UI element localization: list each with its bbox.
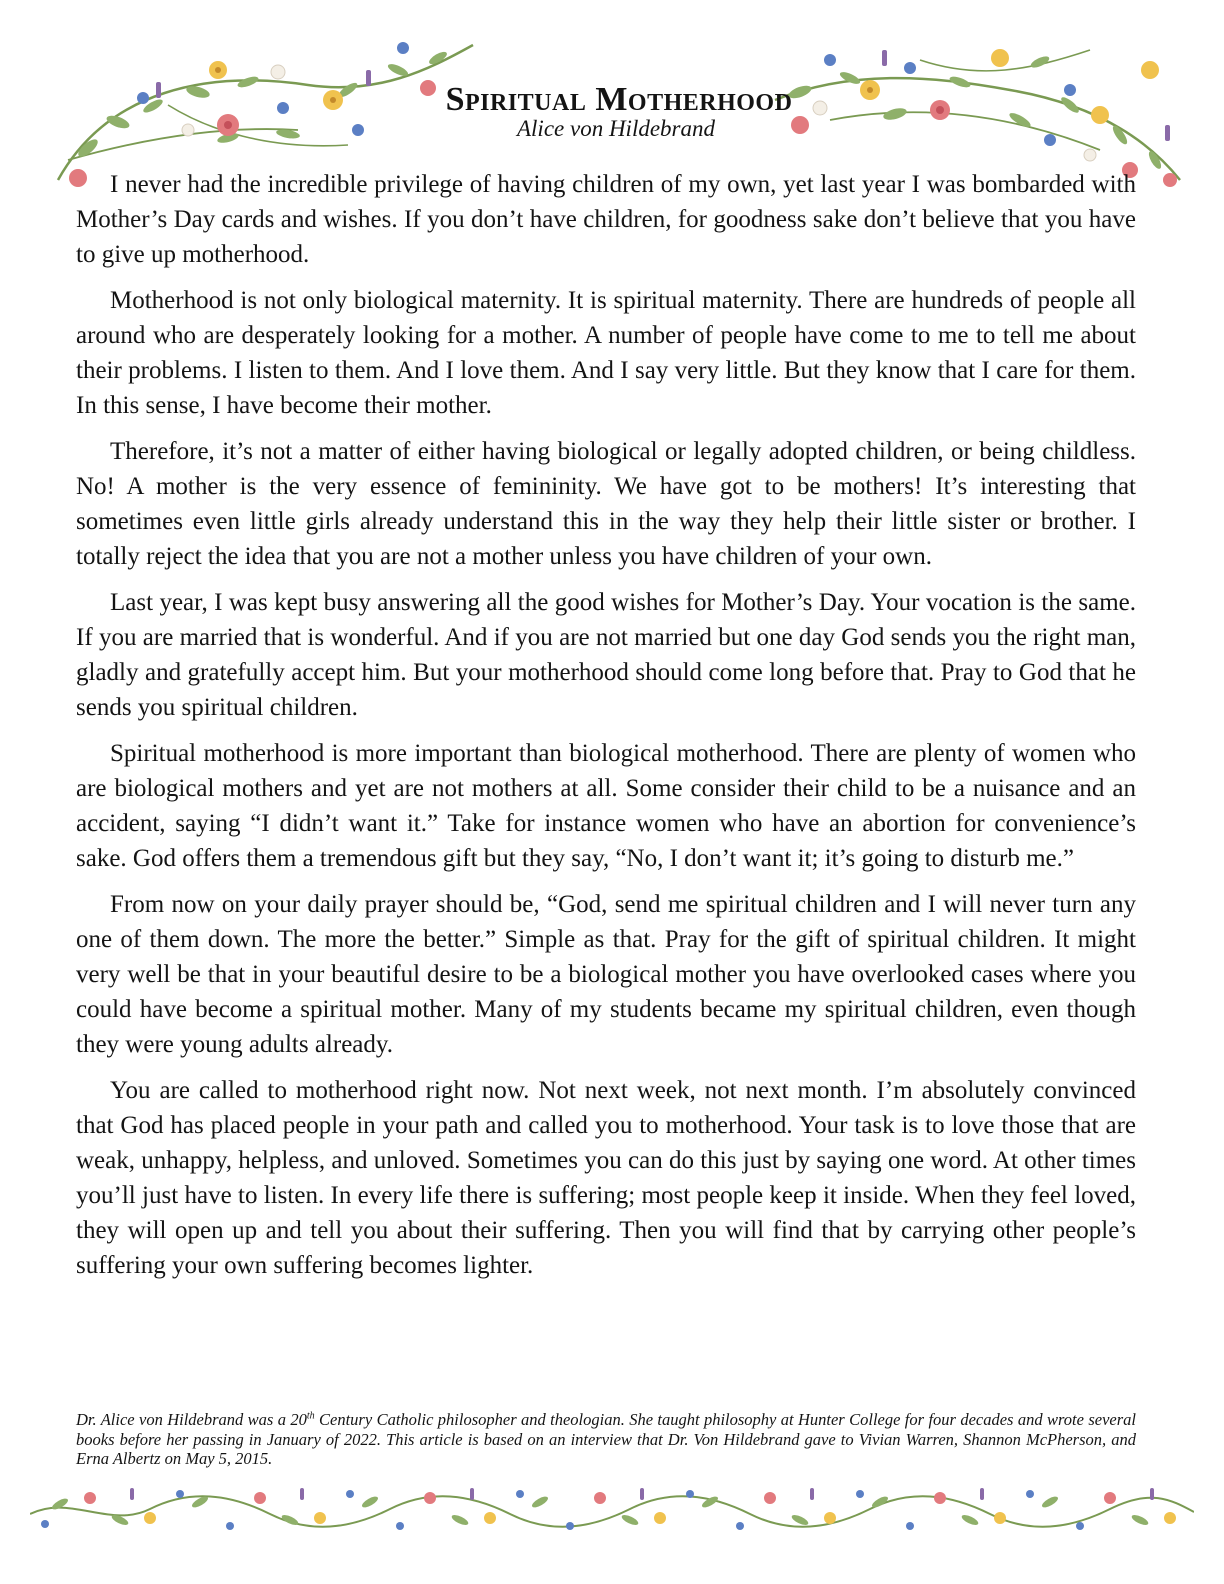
footnote-text: Century Catholic philosopher and theologian. She taught philosophy at Hunter College for four decades and wrote several books before her passing in January of 2022. This article is based on an interview that Dr. Von Hildebrand gave to Vivian Warren, Shannon McPherson, and Erna Albertz on May 5, 2015. [76,1410,1136,1468]
page-title: Spiritual Motherhood [445,81,793,118]
flower-yellow [209,61,227,79]
footnote-text: Dr. Alice von Hildebrand was a 20 [76,1410,307,1429]
article-paragraph: Therefore, it’s not a matter of either having biological or legally adopted children, or being childless. No! A mother is the very essence of femininity. We have got to be mothers! It’s interesting that sometimes even little girls already understand this in the way they help their little sister or brother. I totally reject the idea that you are not a mother unless you have children of your own. [76,438,1136,570]
article-paragraph: Spiritual motherhood is more important than biological motherhood. There are plenty of women who are biological mothers and yet are not mothers at all. Some consider their child to be a nuisance and an accident, saying “I didn’t want it.” Take for instance women who have an abortion for convenience’s sake. God offers them a tremendous gift but they say, “No, I don’t want it; it’s going to disturb me.” [76,740,1136,872]
author-bio-footnote [76,1410,1136,1469]
article-body [76,167,1136,1294]
floral-border-bottom [30,1474,1194,1540]
flower-purple [130,1488,1154,1500]
article-paragraph: Last year, I was kept busy answering all the good wishes for Mother’s Day. Your vocation is the same. If you are married that is wonderful. And if you are not married but one day God sends you the right man, gladly and gratefully accept him. But your motherhood should come long before that. Pray to God that he sends you spiritual children. [76,589,1136,721]
footnote-superscript: th [306,1410,315,1422]
article-paragraph: From now on your daily prayer should be, “God, send me spiritual children and I will never turn any one of them down. The more the better.” Simple as that. Pray for the gift of spiritual children. It might very well be that in your beautiful desire to be a biological mother you have overlooked cases where you could have become a spiritual mother. Many of my students became my spiritual children, even though they were young adults already. [76,891,1136,1058]
page-header [0,80,1224,143]
author-byline: Alice von Hildebrand [516,116,715,141]
article-paragraph: I never had the incredible privilege of having children of my own, yet last year I was bombarded with Mother’s Day cards and wishes. If you don’t have children, for goodness sake don’t believe that you have to give up motherhood. [76,171,1136,268]
flower-yellow [144,1512,1176,1524]
article-paragraph: You are called to motherhood right now. Not next week, not next month. I’m absolutely convinced that God has placed people in your path and called you to motherhood. Your task is to love those that are weak, unhappy, helpless, and unloved. Sometimes you can do this just by saying one word. At other times you’ll just have to listen. In every life there is suffering; most people keep it inside. When they feel loved, they will open up and tell you about their suffering. Then you will find that by carrying other people’s suffering your own suffering becomes lighter. [76,1077,1136,1279]
article-paragraph: Motherhood is not only biological maternity. It is spiritual maternity. There are hundreds of people all around who are desperately looking for a mother. A number of people have come to me to tell me about their problems. I listen to them. And I love them. And I say very little. But they know that I care for them. In this sense, I have become their mother. [76,287,1136,419]
